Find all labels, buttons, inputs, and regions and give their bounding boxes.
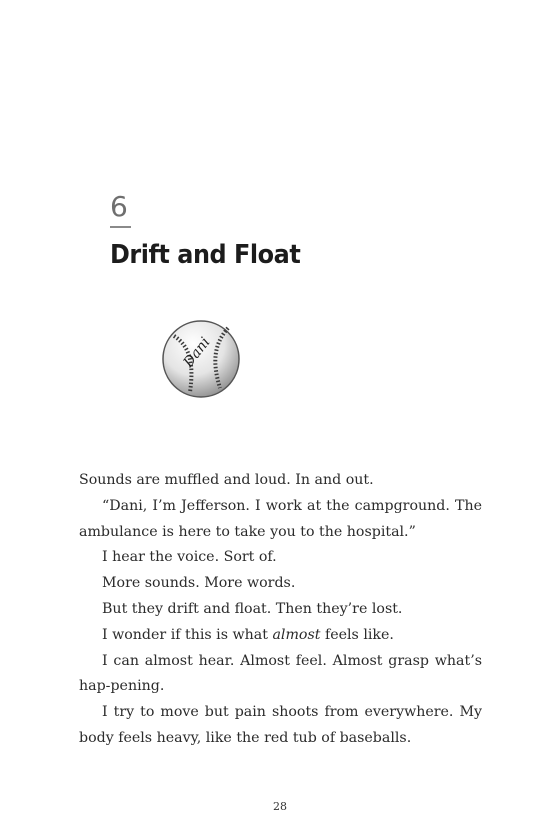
baseball-illustration	[160, 318, 242, 400]
paragraph: “Dani, I’m Jefferson. I work at the campground. The ambulance is here to take you to the hospital.”	[79, 497, 482, 540]
chapter-number-rule	[110, 226, 131, 228]
baseball-icon	[160, 318, 242, 400]
paragraph: Sounds are muffled and loud. In and out.	[79, 472, 374, 488]
ball-signature: Dani	[180, 334, 214, 371]
paragraph: I hear the voice. Sort of.	[102, 549, 277, 566]
paragraph: I can almost hear. Almost feel. Almost grasp what’s hap-pening.	[79, 652, 482, 695]
paragraph: More sounds. More words.	[102, 575, 296, 592]
paragraph: I wonder if this is what almost feels like.	[102, 626, 394, 643]
paragraph: But they drift and float. Then they’re lost.	[102, 600, 403, 617]
page-number: 28	[273, 800, 287, 813]
chapter-body	[79, 468, 482, 752]
chapter-number: 6	[110, 190, 128, 223]
paragraph: I try to move but pain shoots from everywhere. My body feels heavy, like the red tub of baseballs.	[79, 704, 482, 746]
chapter-title: Drift and Float	[110, 240, 301, 270]
emphasis: almost	[272, 626, 321, 643]
